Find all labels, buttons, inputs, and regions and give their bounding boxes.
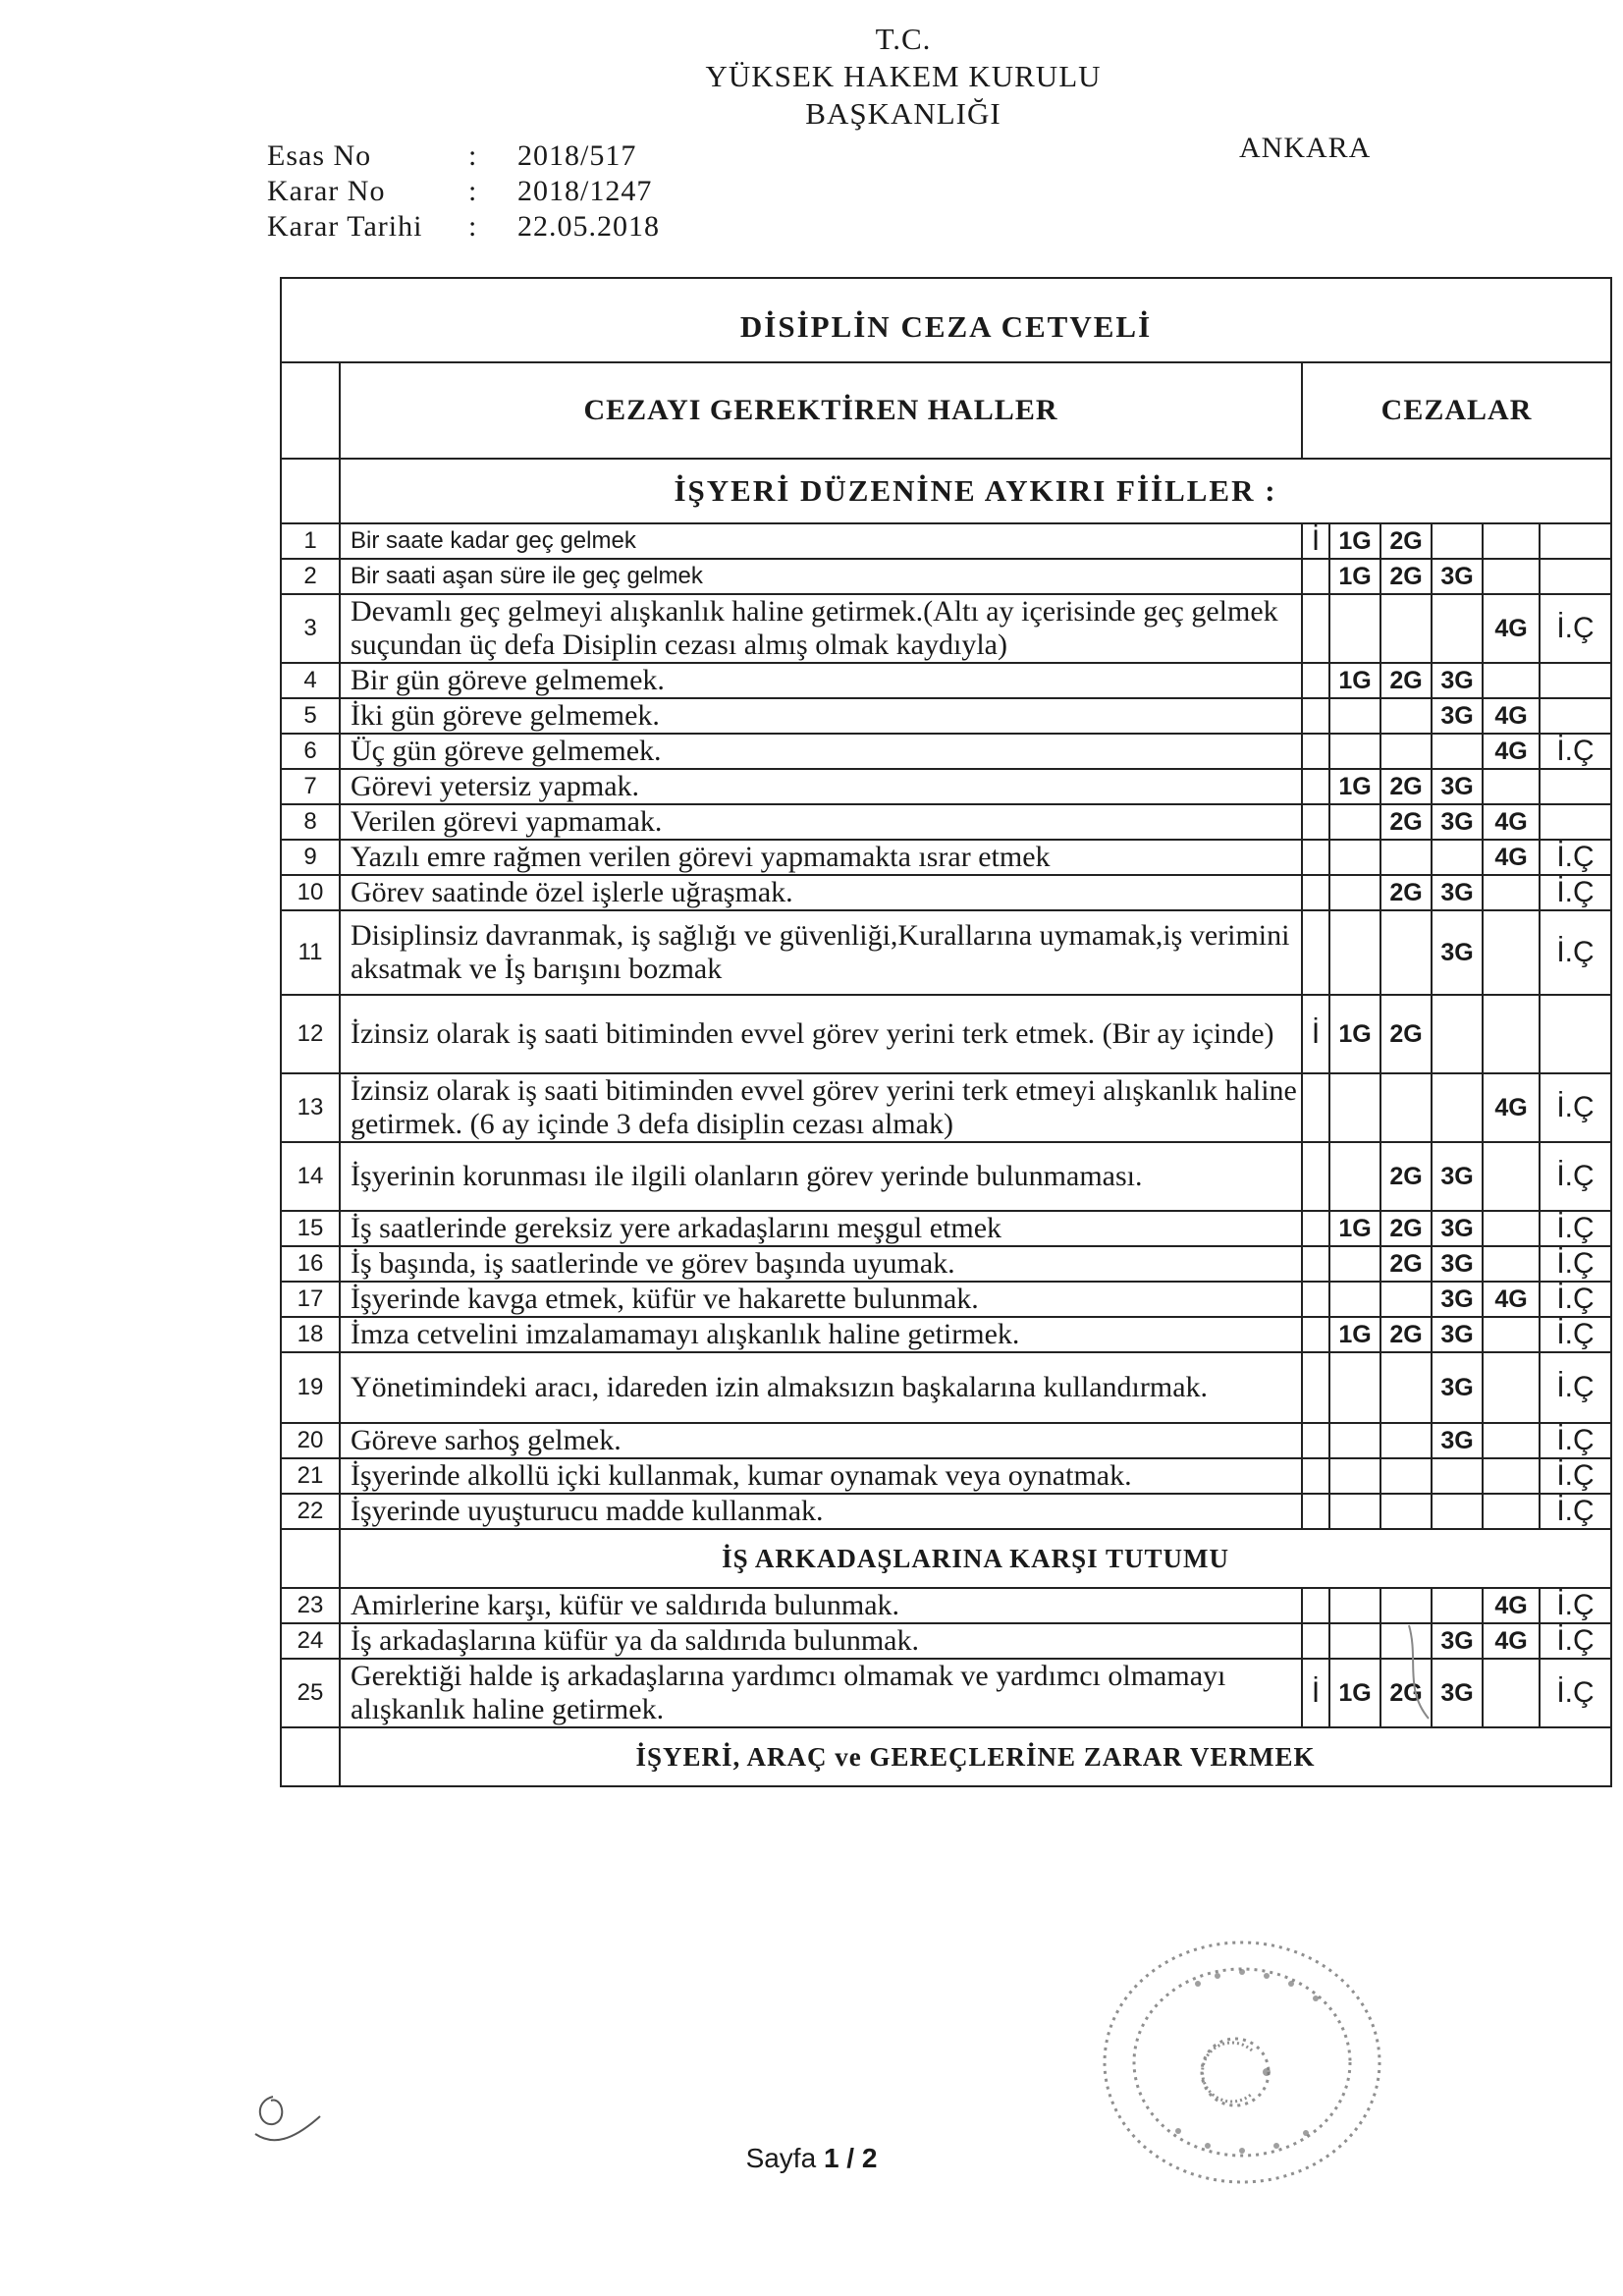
penalty-cell bbox=[1302, 1423, 1329, 1458]
penalty-cell bbox=[1432, 734, 1483, 769]
penalty-cell: 4G bbox=[1483, 734, 1540, 769]
section-header-row bbox=[281, 1529, 1611, 1588]
penalty-cell: 3G bbox=[1432, 769, 1483, 804]
penalty-cell bbox=[1302, 1282, 1329, 1317]
table-row bbox=[281, 875, 1611, 910]
table-row bbox=[281, 663, 1611, 698]
penalty-cell: 3G bbox=[1432, 875, 1483, 910]
penalty-cell: 1G bbox=[1329, 1211, 1380, 1246]
penalty-cell bbox=[1540, 995, 1611, 1073]
footer-prefix: Sayfa bbox=[745, 2143, 817, 2173]
table-row bbox=[281, 1494, 1611, 1529]
penalty-cell: 3G bbox=[1432, 1246, 1483, 1282]
penalty-cell: 4G bbox=[1483, 840, 1540, 875]
penalty-cell: 4G bbox=[1483, 594, 1540, 663]
row-number: 3 bbox=[281, 594, 340, 663]
penalty-cell bbox=[1540, 663, 1611, 698]
row-number: 21 bbox=[281, 1458, 340, 1494]
row-number: 4 bbox=[281, 663, 340, 698]
penalty-cell bbox=[1329, 910, 1380, 995]
penalty-cell: İ.Ç bbox=[1540, 910, 1611, 995]
row-number: 1 bbox=[281, 523, 340, 559]
penalty-cell bbox=[1329, 1494, 1380, 1529]
penalty-cell bbox=[1380, 910, 1432, 995]
penalty-table-body bbox=[281, 278, 1611, 1786]
blank-header-cell bbox=[281, 362, 340, 459]
row-description: Göreve sarhoş gelmek. bbox=[340, 1423, 1302, 1458]
row-description: İş saatlerinde gereksiz yere arkadaşlarını meşgul etmek bbox=[340, 1211, 1302, 1246]
penalty-cell: İ.Ç bbox=[1540, 1282, 1611, 1317]
penalty-cell bbox=[1483, 1142, 1540, 1211]
penalty-cell: İ.Ç bbox=[1540, 594, 1611, 663]
penalty-cell: 3G bbox=[1432, 1659, 1483, 1727]
penalty-cell: 2G bbox=[1380, 559, 1432, 594]
penalty-cell: İ.Ç bbox=[1540, 1494, 1611, 1529]
blank-cell bbox=[281, 1529, 340, 1588]
penalty-cell bbox=[1540, 559, 1611, 594]
header-tc: T.C. bbox=[875, 22, 932, 56]
penalty-cell: 4G bbox=[1483, 1073, 1540, 1142]
meta-value: 2018/517 bbox=[517, 139, 637, 172]
row-description: İzinsiz olarak iş saati bitiminden evvel görev yerini terk etmek. (Bir ay içinde) bbox=[340, 995, 1302, 1073]
table-row bbox=[281, 594, 1611, 663]
penalty-cell bbox=[1302, 910, 1329, 995]
penalty-cell: 4G bbox=[1483, 1588, 1540, 1623]
table-row bbox=[281, 523, 1611, 559]
row-description: İmza cetvelini imzalamamayı alışkanlık haline getirmek. bbox=[340, 1317, 1302, 1352]
penalty-cell bbox=[1380, 1073, 1432, 1142]
penalty-cell: 1G bbox=[1329, 523, 1380, 559]
penalty-cell: İ.Ç bbox=[1540, 1317, 1611, 1352]
penalty-cell bbox=[1302, 698, 1329, 734]
penalty-cell bbox=[1483, 995, 1540, 1073]
penalty-cell: 4G bbox=[1483, 698, 1540, 734]
penalty-cell: 4G bbox=[1483, 804, 1540, 840]
penalty-cell bbox=[1302, 1494, 1329, 1529]
table-row bbox=[281, 1073, 1611, 1142]
meta-karar-no: Karar No : 2018/1247 bbox=[267, 175, 653, 207]
penalty-cell bbox=[1329, 1282, 1380, 1317]
penalty-cell: 2G bbox=[1380, 1211, 1432, 1246]
penalty-cell bbox=[1380, 1423, 1432, 1458]
header-penalties: CEZALAR bbox=[1302, 362, 1611, 459]
meta-karar-tarihi: Karar Tarihi : 22.05.2018 bbox=[267, 210, 660, 243]
penalty-cell bbox=[1302, 663, 1329, 698]
table-row bbox=[281, 1588, 1611, 1623]
penalty-cell bbox=[1380, 734, 1432, 769]
meta-value: 22.05.2018 bbox=[517, 210, 660, 243]
row-number: 23 bbox=[281, 1588, 340, 1623]
row-description: İki gün göreve gelmemek. bbox=[340, 698, 1302, 734]
penalty-cell bbox=[1329, 804, 1380, 840]
penalty-cell bbox=[1302, 804, 1329, 840]
penalty-cell bbox=[1483, 1246, 1540, 1282]
table-row bbox=[281, 910, 1611, 995]
penalty-cell: 1G bbox=[1329, 559, 1380, 594]
penalty-cell bbox=[1302, 559, 1329, 594]
penalty-cell bbox=[1302, 1458, 1329, 1494]
row-number: 2 bbox=[281, 559, 340, 594]
penalty-cell bbox=[1380, 1352, 1432, 1423]
penalty-cell bbox=[1380, 1282, 1432, 1317]
penalty-cell bbox=[1329, 1142, 1380, 1211]
penalty-cell bbox=[1432, 1588, 1483, 1623]
penalty-cell bbox=[1329, 1588, 1380, 1623]
row-number: 11 bbox=[281, 910, 340, 995]
penalty-cell: İ.Ç bbox=[1540, 1142, 1611, 1211]
page-number: 1 / 2 bbox=[823, 2143, 878, 2173]
penalty-cell bbox=[1432, 1073, 1483, 1142]
row-description: İşyerinde alkollü içki kullanmak, kumar oynamak veya oynatmak. bbox=[340, 1458, 1302, 1494]
row-number: 12 bbox=[281, 995, 340, 1073]
row-description: Bir gün göreve gelmemek. bbox=[340, 663, 1302, 698]
penalty-cell bbox=[1329, 734, 1380, 769]
penalty-cell: 2G bbox=[1380, 1142, 1432, 1211]
table-row bbox=[281, 1423, 1611, 1458]
penalty-cell: 4G bbox=[1483, 1282, 1540, 1317]
penalty-cell: 3G bbox=[1432, 804, 1483, 840]
blank-cell bbox=[281, 1727, 340, 1786]
section-title: İŞ ARKADAŞLARINA KARŞI TUTUMU bbox=[340, 1529, 1611, 1588]
penalty-cell bbox=[1483, 1494, 1540, 1529]
penalty-cell bbox=[1302, 1352, 1329, 1423]
penalty-cell: İ.Ç bbox=[1540, 1073, 1611, 1142]
penalty-cell: İ bbox=[1302, 1659, 1329, 1727]
penalty-cell: 3G bbox=[1432, 559, 1483, 594]
penalty-cell: 2G bbox=[1380, 995, 1432, 1073]
row-description: Yazılı emre rağmen verilen görevi yapmamakta ısrar etmek bbox=[340, 840, 1302, 875]
penalty-cell bbox=[1483, 769, 1540, 804]
penalty-cell bbox=[1432, 594, 1483, 663]
penalty-cell bbox=[1329, 840, 1380, 875]
row-number: 8 bbox=[281, 804, 340, 840]
penalty-cell bbox=[1302, 1142, 1329, 1211]
row-description: İzinsiz olarak iş saati bitiminden evvel görev yerini terk etmeyi alışkanlık haline getirmek. (6 ay içinde 3 defa disiplin cezası almak) bbox=[340, 1073, 1302, 1142]
table-row bbox=[281, 1142, 1611, 1211]
penalty-cell bbox=[1483, 663, 1540, 698]
row-number: 25 bbox=[281, 1659, 340, 1727]
section-title: İŞYERİ DÜZENİNE AYKIRI FİİLLER : bbox=[340, 459, 1611, 523]
row-number: 13 bbox=[281, 1073, 340, 1142]
row-description: İş arkadaşlarına küfür ya da saldırıda bulunmak. bbox=[340, 1623, 1302, 1659]
penalty-cell bbox=[1380, 1458, 1432, 1494]
penalty-cell: 3G bbox=[1432, 1623, 1483, 1659]
penalty-cell: 2G bbox=[1380, 1659, 1432, 1727]
penalty-cell bbox=[1483, 1211, 1540, 1246]
header-department: BAŞKANLIĞI bbox=[805, 96, 1001, 131]
header-cases: CEZAYI GEREKTİREN HALLER bbox=[340, 362, 1302, 459]
penalty-table bbox=[280, 277, 1612, 1787]
table-row bbox=[281, 734, 1611, 769]
penalty-cell bbox=[1483, 523, 1540, 559]
penalty-cell bbox=[1432, 995, 1483, 1073]
penalty-cell bbox=[1302, 734, 1329, 769]
row-number: 19 bbox=[281, 1352, 340, 1423]
row-description: Yönetimindeki aracı, idareden izin almaksızın başkalarına kullandırmak. bbox=[340, 1352, 1302, 1423]
row-description: Gerektiği halde iş arkadaşlarına yardımcı olmamak ve yardımcı olmamayı alışkanlık haline getirmek. bbox=[340, 1659, 1302, 1727]
penalty-cell bbox=[1483, 1659, 1540, 1727]
next-section-row bbox=[281, 1727, 1611, 1786]
row-description: Üç gün göreve gelmemek. bbox=[340, 734, 1302, 769]
meta-label: Karar No bbox=[267, 175, 386, 207]
table-row bbox=[281, 1352, 1611, 1423]
blank-cell bbox=[281, 459, 340, 523]
penalty-cell: İ.Ç bbox=[1540, 1458, 1611, 1494]
table-title: DİSİPLİN CEZA CETVELİ bbox=[281, 278, 1611, 362]
penalty-cell: 3G bbox=[1432, 1282, 1483, 1317]
row-number: 24 bbox=[281, 1623, 340, 1659]
table-row bbox=[281, 804, 1611, 840]
penalty-cell bbox=[1540, 698, 1611, 734]
row-description: Bir saati aşan süre ile geç gelmek bbox=[340, 559, 1302, 594]
row-description: İşyerinin korunması ile ilgili olanların görev yerinde bulunmaması. bbox=[340, 1142, 1302, 1211]
row-description: Amirlerine karşı, küfür ve saldırıda bulunmak. bbox=[340, 1588, 1302, 1623]
signature-mark bbox=[1399, 1620, 1458, 1728]
penalty-cell bbox=[1329, 1458, 1380, 1494]
table-row bbox=[281, 1246, 1611, 1282]
row-number: 14 bbox=[281, 1142, 340, 1211]
table-row bbox=[281, 769, 1611, 804]
row-description: Görev saatinde özel işlerle uğraşmak. bbox=[340, 875, 1302, 910]
table-row bbox=[281, 840, 1611, 875]
penalty-cell: 4G bbox=[1483, 1623, 1540, 1659]
header-institution: YÜKSEK HAKEM KURULU bbox=[705, 59, 1102, 93]
penalty-cell: İ.Ç bbox=[1540, 875, 1611, 910]
meta-label: Karar Tarihi bbox=[267, 210, 423, 243]
penalty-cell bbox=[1302, 1588, 1329, 1623]
penalty-cell bbox=[1302, 840, 1329, 875]
penalty-cell bbox=[1380, 698, 1432, 734]
penalty-cell: İ.Ç bbox=[1540, 1352, 1611, 1423]
table-row bbox=[281, 559, 1611, 594]
penalty-cell bbox=[1432, 1494, 1483, 1529]
row-number: 16 bbox=[281, 1246, 340, 1282]
penalty-cell bbox=[1302, 875, 1329, 910]
meta-esas-no: Esas No : 2018/517 bbox=[267, 139, 637, 172]
row-description: İş başında, iş saatlerinde ve görev başında uyumak. bbox=[340, 1246, 1302, 1282]
penalty-cell: 1G bbox=[1329, 1317, 1380, 1352]
penalty-cell: İ bbox=[1302, 523, 1329, 559]
penalty-cell bbox=[1329, 1623, 1380, 1659]
table-row bbox=[281, 1458, 1611, 1494]
penalty-cell: 3G bbox=[1432, 1423, 1483, 1458]
table-row bbox=[281, 1211, 1611, 1246]
penalty-cell bbox=[1483, 875, 1540, 910]
penalty-cell bbox=[1483, 559, 1540, 594]
penalty-cell: 2G bbox=[1380, 1246, 1432, 1282]
penalty-cell bbox=[1483, 910, 1540, 995]
penalty-cell bbox=[1302, 1073, 1329, 1142]
penalty-cell: 3G bbox=[1432, 663, 1483, 698]
penalty-cell: 1G bbox=[1329, 769, 1380, 804]
penalty-cell bbox=[1432, 1458, 1483, 1494]
row-description: İşyerinde kavga etmek, küfür ve hakarette bulunmak. bbox=[340, 1282, 1302, 1317]
table-title-row bbox=[281, 278, 1611, 362]
penalty-cell bbox=[1380, 594, 1432, 663]
row-number: 5 bbox=[281, 698, 340, 734]
penalty-cell: 3G bbox=[1432, 1317, 1483, 1352]
next-section-title: İŞYERİ, ARAÇ ve GEREÇLERİNE ZARAR VERMEK bbox=[340, 1727, 1611, 1786]
penalty-cell: İ.Ç bbox=[1540, 734, 1611, 769]
row-number: 10 bbox=[281, 875, 340, 910]
penalty-cell: 3G bbox=[1432, 1352, 1483, 1423]
penalty-cell: 2G bbox=[1380, 875, 1432, 910]
penalty-cell bbox=[1302, 1211, 1329, 1246]
row-description: Görevi yetersiz yapmak. bbox=[340, 769, 1302, 804]
penalty-cell: 3G bbox=[1432, 1142, 1483, 1211]
penalty-cell: 2G bbox=[1380, 523, 1432, 559]
penalty-cell: İ.Ç bbox=[1540, 1211, 1611, 1246]
penalty-cell bbox=[1540, 523, 1611, 559]
penalty-cell bbox=[1483, 1317, 1540, 1352]
row-number: 9 bbox=[281, 840, 340, 875]
penalty-cell: 2G bbox=[1380, 804, 1432, 840]
penalty-cell: 2G bbox=[1380, 1317, 1432, 1352]
row-number: 6 bbox=[281, 734, 340, 769]
penalty-cell bbox=[1329, 1246, 1380, 1282]
penalty-cell: 3G bbox=[1432, 698, 1483, 734]
penalty-cell: İ.Ç bbox=[1540, 1623, 1611, 1659]
section-header-row bbox=[281, 459, 1611, 523]
penalty-cell bbox=[1483, 1423, 1540, 1458]
penalty-cell: 2G bbox=[1380, 663, 1432, 698]
row-number: 17 bbox=[281, 1282, 340, 1317]
penalty-cell bbox=[1380, 1494, 1432, 1529]
penalty-cell bbox=[1329, 1423, 1380, 1458]
penalty-cell: 1G bbox=[1329, 1659, 1380, 1727]
penalty-cell: 2G bbox=[1380, 769, 1432, 804]
column-header-row bbox=[281, 362, 1611, 459]
penalty-cell: 1G bbox=[1329, 663, 1380, 698]
penalty-cell bbox=[1302, 1246, 1329, 1282]
row-number: 15 bbox=[281, 1211, 340, 1246]
row-number: 7 bbox=[281, 769, 340, 804]
penalty-cell bbox=[1329, 1073, 1380, 1142]
table-row bbox=[281, 995, 1611, 1073]
penalty-cell bbox=[1329, 875, 1380, 910]
penalty-cell bbox=[1302, 769, 1329, 804]
row-description: İşyerinde uyuşturucu madde kullanmak. bbox=[340, 1494, 1302, 1529]
penalty-cell bbox=[1302, 1317, 1329, 1352]
table-row bbox=[281, 1282, 1611, 1317]
row-number: 22 bbox=[281, 1494, 340, 1529]
header-city: ANKARA bbox=[1239, 132, 1372, 164]
page-footer bbox=[0, 2143, 1623, 2174]
penalty-cell bbox=[1432, 523, 1483, 559]
penalty-cell: İ.Ç bbox=[1540, 1246, 1611, 1282]
penalty-cell bbox=[1302, 1623, 1329, 1659]
penalty-cell: İ.Ç bbox=[1540, 1423, 1611, 1458]
penalty-cell bbox=[1329, 1352, 1380, 1423]
table-row bbox=[281, 1317, 1611, 1352]
penalty-cell: İ.Ç bbox=[1540, 1588, 1611, 1623]
penalty-cell: İ bbox=[1302, 995, 1329, 1073]
penalty-cell bbox=[1540, 804, 1611, 840]
row-description: Bir saate kadar geç gelmek bbox=[340, 523, 1302, 559]
penalty-cell: İ.Ç bbox=[1540, 1659, 1611, 1727]
penalty-cell bbox=[1432, 840, 1483, 875]
penalty-cell bbox=[1302, 594, 1329, 663]
penalty-cell bbox=[1329, 698, 1380, 734]
penalty-cell bbox=[1380, 1588, 1432, 1623]
penalty-cell: İ.Ç bbox=[1540, 840, 1611, 875]
row-number: 20 bbox=[281, 1423, 340, 1458]
meta-label: Esas No bbox=[267, 139, 372, 172]
penalty-cell bbox=[1483, 1352, 1540, 1423]
penalty-cell bbox=[1483, 1458, 1540, 1494]
row-description: Devamlı geç gelmeyi alışkanlık haline getirmek.(Altı ay içerisinde geç gelmek suçundan üç defa Disiplin cezası almış olmak kaydıyla) bbox=[340, 594, 1302, 663]
row-description: Disiplinsiz davranmak, iş sağlığı ve güvenliği,Kurallarına uymamak,iş verimini aksatmak ve İş barışını bozmak bbox=[340, 910, 1302, 995]
meta-value: 2018/1247 bbox=[517, 175, 653, 207]
penalty-cell: 3G bbox=[1432, 910, 1483, 995]
row-number: 18 bbox=[281, 1317, 340, 1352]
row-description: Verilen görevi yapmamak. bbox=[340, 804, 1302, 840]
penalty-cell: 3G bbox=[1432, 1211, 1483, 1246]
table-row bbox=[281, 698, 1611, 734]
penalty-cell bbox=[1380, 840, 1432, 875]
penalty-cell bbox=[1540, 769, 1611, 804]
penalty-cell bbox=[1329, 594, 1380, 663]
penalty-cell: 1G bbox=[1329, 995, 1380, 1073]
